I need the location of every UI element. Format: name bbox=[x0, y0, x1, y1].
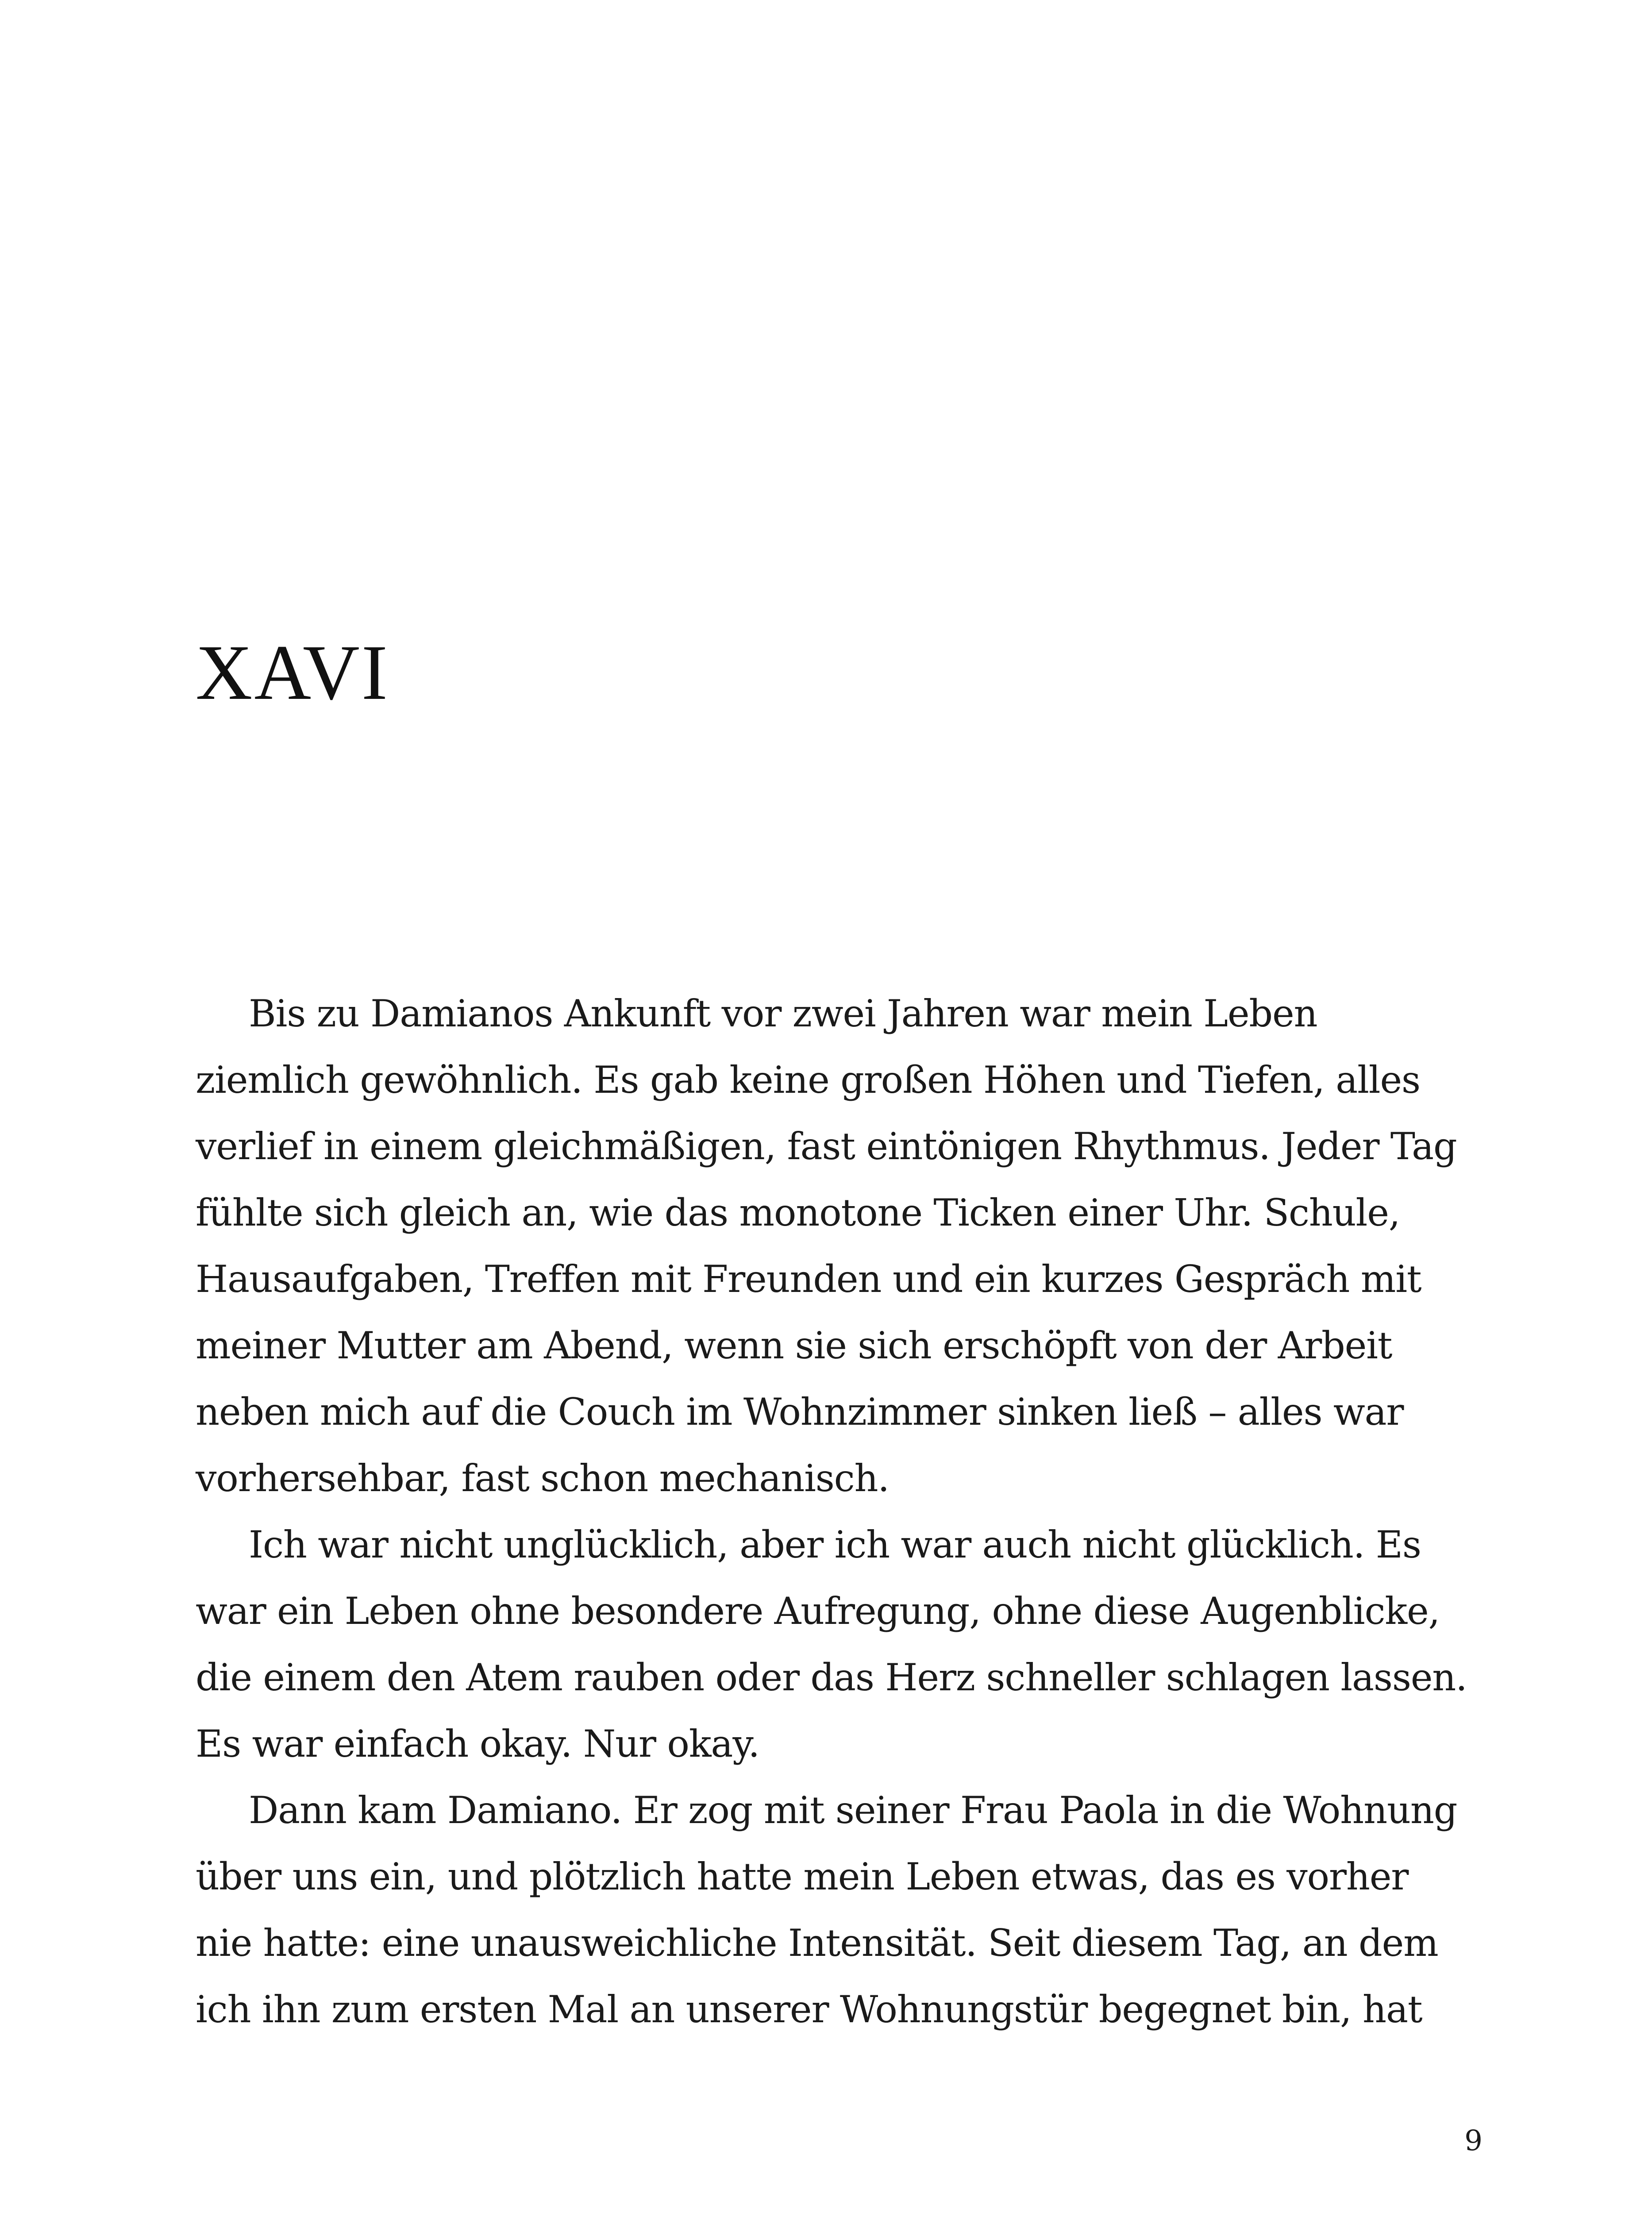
paragraph-2-line-1: Ich war nicht unglücklich, aber ich war auch nicht glücklich. Es bbox=[249, 1523, 1421, 1566]
paragraph-1-line-1: Bis zu Damianos Ankunft vor zwei Jahren war mein Leben bbox=[249, 992, 1317, 1035]
paragraph-1-line-7: neben mich auf die Couch im Wohnzimmer sinken ließ – alles war bbox=[196, 1390, 1404, 1434]
paragraph-2-line-2: war ein Leben ohne besondere Aufregung, ohne diese Augenblicke, bbox=[196, 1589, 1440, 1633]
paragraph-3-line-1: Dann kam Damiano. Er zog mit seiner Frau Paola in die Wohnung bbox=[249, 1789, 1457, 1832]
paragraph-1-line-6: meiner Mutter am Abend, wenn sie sich erschöpft von der Arbeit bbox=[196, 1324, 1392, 1367]
paragraph-3-line-2: über uns ein, und plötzlich hatte mein Leben etwas, das es vorher bbox=[196, 1855, 1409, 1898]
paragraph-3-line-3: nie hatte: eine unausweichliche Intensität. Seit diesem Tag, an dem bbox=[196, 1921, 1438, 1965]
paragraph-2-line-3: die einem den Atem rauben oder das Herz schneller schlagen lassen. bbox=[196, 1656, 1467, 1699]
paragraph-1-line-2: ziemlich gewöhnlich. Es gab keine großen Höhen und Tiefen, alles bbox=[196, 1058, 1420, 1102]
paragraph-1-line-3: verlief in einem gleichmäßigen, fast eintönigen Rhythmus. Jeder Tag bbox=[196, 1125, 1457, 1168]
body-text bbox=[196, 980, 1501, 2043]
paragraph-1-line-8: vorhersehbar, fast schon mechanisch. bbox=[196, 1457, 889, 1500]
chapter-title: XAVI bbox=[196, 628, 389, 716]
paragraph-1-line-4: fühlte sich gleich an, wie das monotone Ticken einer Uhr. Schule, bbox=[196, 1191, 1400, 1234]
paragraph-2-line-4: Es war einfach okay. Nur okay. bbox=[196, 1722, 759, 1766]
paragraph-1-line-5: Hausaufgaben, Treffen mit Freunden und ein kurzes Gespräch mit bbox=[196, 1257, 1421, 1301]
paragraph-3-line-4: ich ihn zum ersten Mal an unserer Wohnungstür begegnet bin, hat bbox=[196, 1988, 1422, 2031]
page-number: 9 bbox=[1464, 2124, 1483, 2157]
